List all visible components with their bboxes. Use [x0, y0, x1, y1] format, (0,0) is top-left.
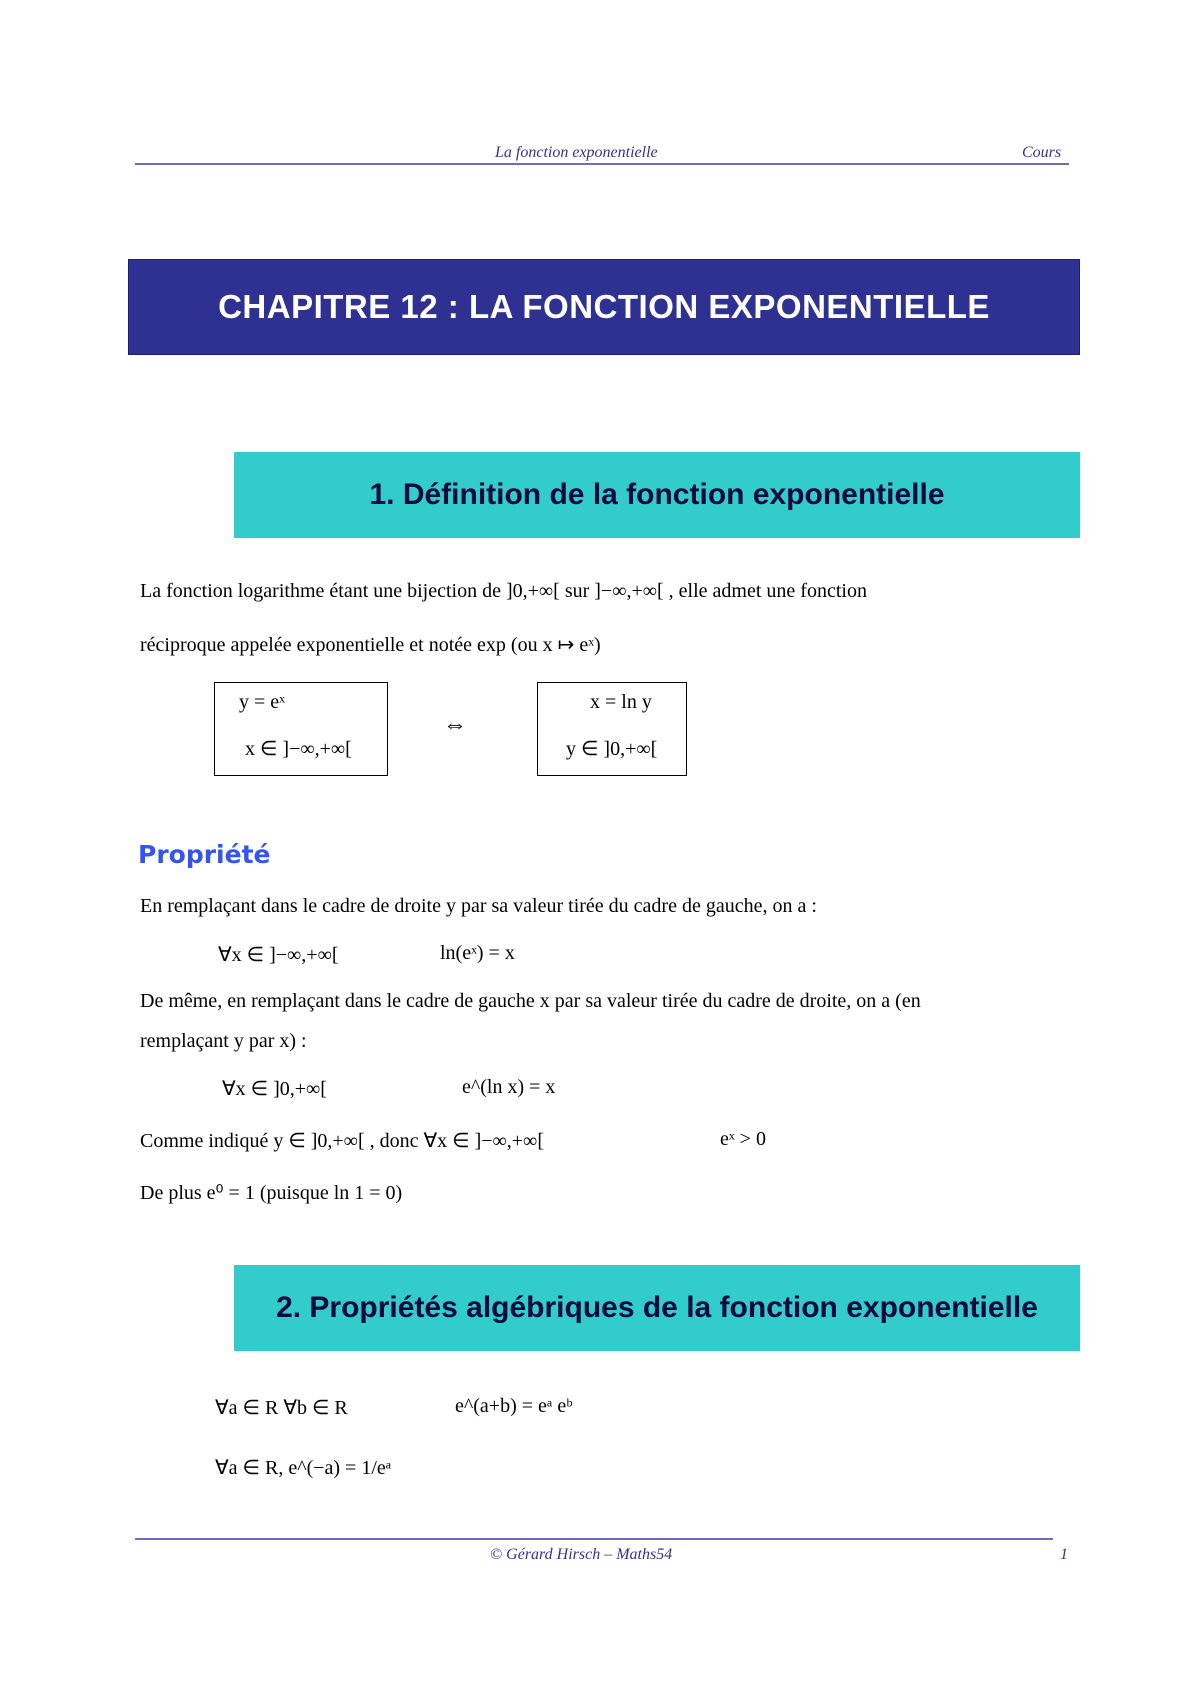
formula-1-domain: ∀x ∈ ]−∞,+∞[ — [218, 944, 339, 966]
header-rule — [135, 163, 1069, 165]
section-1-title: 1. Définition de la fonction exponentielle — [369, 478, 945, 511]
left-box-equation: y = eˣ — [239, 691, 285, 713]
algebra-formula-1-identity: e^(a+b) = eᵃ eᵇ — [455, 1395, 573, 1417]
header-title: La fonction exponentielle — [495, 144, 658, 161]
formula-2-domain: ∀x ∈ ]0,+∞[ — [222, 1078, 327, 1100]
section-2-title: 2. Propriétés algébriques de la fonction exponentielle — [276, 1291, 1038, 1324]
right-box-equation: x = ln y — [590, 691, 652, 713]
algebra-formula-1-quantifiers: ∀a ∈ R ∀b ∈ R — [215, 1397, 348, 1419]
property-line-3: remplaçant y par x) : — [140, 1030, 307, 1052]
page-number: 1 — [1060, 1546, 1068, 1563]
left-definition-box — [214, 682, 388, 776]
chapter-banner — [128, 259, 1080, 355]
footer-copyright: © Gérard Hirsch – Maths54 — [490, 1546, 673, 1563]
footer-rule — [135, 1538, 1053, 1540]
property-line-1: En remplaçant dans le cadre de droite y par sa valeur tirée du cadre de gauche, on a : — [140, 895, 817, 917]
equivalence-symbol: ⇔ — [443, 712, 467, 738]
right-box-domain: y ∈ ]0,+∞[ — [566, 738, 658, 760]
algebra-formula-2: ∀a ∈ R, e^(−a) = 1/eᵃ — [215, 1457, 392, 1479]
formula-2-identity: e^(ln x) = x — [462, 1076, 556, 1098]
property-line-4: Comme indiqué y ∈ ]0,+∞[ , donc ∀x ∈ ]−∞,+∞[ — [140, 1130, 544, 1152]
section-1-banner — [234, 452, 1080, 538]
property-line-5: De plus e⁰ = 1 (puisque ln 1 = 0) — [140, 1182, 403, 1204]
formula-1-identity: ln(eˣ) = x — [440, 942, 515, 964]
right-definition-box — [537, 682, 687, 776]
positivity-statement: eˣ > 0 — [720, 1128, 766, 1150]
left-box-domain: x ∈ ]−∞,+∞[ — [245, 738, 352, 760]
property-heading: Propriété — [138, 840, 271, 869]
header-right-label: Cours — [1022, 144, 1062, 161]
definition-line-1: La fonction logarithme étant une bijection de ]0,+∞[ sur ]−∞,+∞[ , elle admet une fonction — [140, 580, 867, 602]
definition-line-2: réciproque appelée exponentielle et notée exp (ou x ↦ eˣ) — [140, 634, 601, 656]
chapter-title: CHAPITRE 12 : LA FONCTION EXPONENTIELLE — [218, 288, 990, 325]
property-line-2: De même, en remplaçant dans le cadre de gauche x par sa valeur tirée du cadre de droite, on a (en — [140, 990, 921, 1012]
section-2-banner — [234, 1265, 1080, 1351]
